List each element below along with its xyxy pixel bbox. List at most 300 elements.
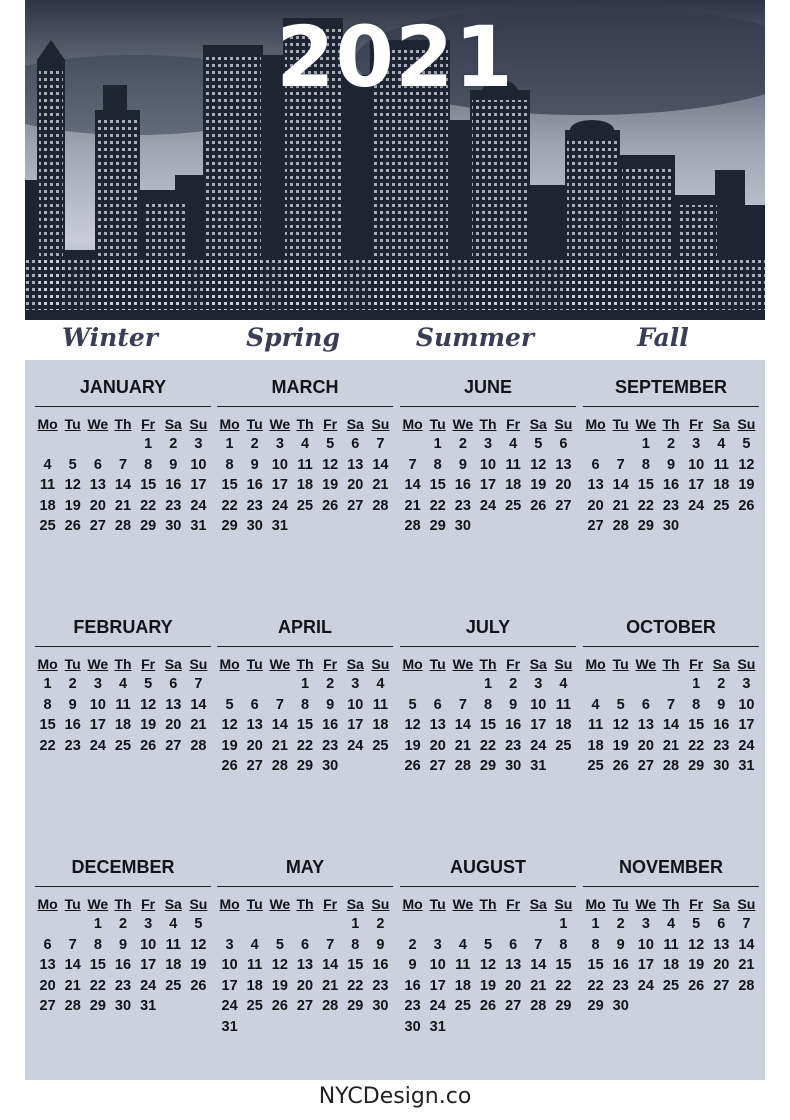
day-cell: 4	[509, 436, 518, 452]
day-cell: 19	[404, 737, 421, 754]
day-cell: 3	[483, 436, 493, 452]
day-cell: 6	[433, 696, 442, 713]
day-cell: 21	[404, 497, 421, 514]
day-cell: 8	[692, 696, 701, 713]
weekday-header: Su	[371, 896, 390, 912]
month-july	[400, 614, 576, 777]
day-cell: 1	[300, 676, 310, 692]
day-cell: 23	[404, 998, 421, 1014]
day-cell: 17	[190, 477, 207, 493]
day-cell: 31	[738, 758, 755, 774]
day-cell: 13	[165, 696, 182, 713]
day-cell: 19	[738, 477, 755, 493]
weekday-header: Th	[114, 416, 132, 432]
day-cell: 20	[429, 737, 446, 754]
day-cell: 21	[662, 737, 680, 754]
weekday-header: Th	[479, 896, 497, 912]
day-cell: 13	[296, 957, 314, 973]
day-cell: 27	[89, 518, 106, 534]
day-cell: 15	[587, 957, 604, 973]
day-cell: 11	[39, 477, 56, 493]
day-cell: 29	[688, 758, 705, 774]
day-cell: 1	[144, 436, 153, 452]
weekday-header: Su	[189, 896, 208, 912]
weekday-header: We	[87, 896, 109, 912]
weekday-header: Fr	[506, 416, 521, 432]
weekday-header: Su	[371, 656, 390, 672]
empty-day-cell	[318, 914, 343, 935]
day-cell: 10	[140, 936, 157, 953]
day-cell: 21	[530, 977, 547, 994]
day-cell: 1	[483, 676, 493, 692]
empty-day-cell	[217, 914, 242, 935]
month-divider	[400, 406, 576, 407]
empty-day-cell	[60, 914, 85, 935]
day-cell: 23	[372, 977, 389, 994]
day-cell: 30	[612, 998, 629, 1014]
day-cell: 31	[140, 998, 157, 1014]
day-cell: 3	[275, 436, 284, 452]
month-divider	[35, 646, 211, 647]
day-cell: 4	[250, 936, 259, 953]
month-divider	[217, 406, 393, 407]
weekday-header: Su	[371, 416, 390, 432]
month-june	[400, 374, 576, 537]
empty-day-cell	[35, 434, 60, 455]
month-name: FEBRUARY	[73, 617, 173, 637]
day-cell: 16	[165, 477, 182, 493]
weekday-header: Mo	[585, 896, 606, 912]
weekday-header: Su	[737, 656, 756, 672]
month-name: JANUARY	[79, 377, 167, 397]
day-cell: 9	[376, 936, 385, 953]
day-cell: 31	[530, 758, 547, 774]
day-cell: 12	[221, 717, 238, 733]
day-cell: 8	[93, 936, 102, 953]
month-name: JULY	[465, 617, 511, 637]
day-cell: 30	[165, 518, 182, 534]
day-cell: 30	[454, 518, 471, 534]
day-cell: 16	[713, 717, 730, 733]
day-cell: 4	[666, 916, 676, 932]
day-cell: 2	[717, 676, 726, 692]
month-divider	[217, 646, 393, 647]
day-cell: 26	[738, 497, 755, 514]
month-march	[217, 374, 393, 537]
day-cell: 22	[89, 977, 106, 994]
day-cell: 12	[530, 456, 547, 473]
weekday-header: Th	[479, 416, 497, 432]
day-cell: 21	[190, 717, 207, 733]
month-days-grid	[35, 895, 211, 1017]
empty-day-cell	[633, 674, 658, 695]
day-cell: 18	[505, 477, 522, 493]
empty-day-cell	[242, 914, 267, 935]
day-cell: 17	[530, 717, 547, 733]
day-cell: 4	[43, 456, 52, 473]
day-cell: 10	[429, 957, 446, 973]
weekday-header: Su	[554, 656, 573, 672]
month-days-grid	[35, 415, 211, 537]
day-cell: 13	[89, 477, 106, 493]
day-cell: 28	[190, 737, 207, 754]
weekday-header: Sa	[164, 656, 182, 672]
day-cell: 6	[509, 936, 518, 953]
day-cell: 19	[530, 477, 547, 493]
day-cell: 14	[372, 456, 389, 473]
weekday-header: We	[452, 416, 474, 432]
day-cell: 9	[509, 696, 518, 713]
weekday-header: Th	[296, 416, 314, 432]
day-cell: 20	[89, 497, 106, 514]
month-days-grid	[217, 655, 393, 777]
day-cell: 2	[666, 436, 676, 452]
month-days-grid	[35, 655, 211, 756]
month-days-grid	[583, 655, 759, 777]
day-cell: 7	[458, 696, 467, 713]
day-cell: 17	[688, 477, 705, 493]
day-cell: 19	[190, 957, 207, 973]
day-cell: 24	[530, 737, 547, 754]
day-cell: 20	[637, 737, 654, 754]
day-cell: 29	[296, 758, 314, 774]
empty-day-cell	[267, 914, 292, 935]
month-april	[217, 614, 393, 777]
day-cell: 15	[429, 477, 446, 493]
day-cell: 17	[738, 717, 755, 733]
weekday-header: Mo	[402, 656, 423, 672]
day-cell: 7	[118, 456, 128, 473]
month-divider	[400, 886, 576, 887]
weekday-header: Fr	[506, 656, 521, 672]
day-cell: 15	[479, 717, 497, 733]
empty-day-cell	[242, 674, 267, 695]
day-cell: 26	[140, 737, 157, 754]
day-cell: 8	[300, 696, 310, 713]
day-cell: 24	[738, 737, 755, 754]
day-cell: 13	[555, 456, 572, 473]
day-cell: 29	[429, 518, 446, 534]
day-cell: 23	[713, 737, 730, 754]
day-cell: 3	[433, 936, 442, 953]
day-cell: 11	[247, 957, 263, 973]
day-cell: 6	[559, 436, 568, 452]
season-winter: Winter	[62, 323, 158, 352]
day-cell: 26	[612, 758, 629, 774]
day-cell: 5	[616, 696, 625, 713]
day-cell: 27	[587, 518, 604, 534]
day-cell: 13	[429, 717, 446, 733]
day-cell: 21	[271, 737, 288, 754]
day-cell: 8	[641, 456, 650, 473]
day-cell: 4	[118, 676, 128, 692]
month-name: AUGUST	[450, 857, 526, 877]
day-cell: 7	[666, 696, 676, 713]
day-cell: 11	[297, 456, 313, 473]
weekday-header: Su	[189, 656, 208, 672]
month-days-grid	[400, 415, 576, 537]
day-cell: 20	[713, 957, 730, 973]
weekday-header: We	[635, 656, 657, 672]
empty-day-cell	[400, 434, 425, 455]
season-summer: Summer	[415, 323, 535, 352]
day-cell: 25	[246, 998, 263, 1014]
day-cell: 4	[376, 676, 385, 692]
month-name: JUNE	[463, 377, 512, 397]
weekday-header: Sa	[164, 416, 182, 432]
day-cell: 10	[479, 456, 497, 473]
month-name: APRIL	[278, 617, 332, 637]
weekday-header: Th	[662, 896, 680, 912]
weekday-header: Th	[296, 896, 314, 912]
day-cell: 28	[662, 758, 680, 774]
day-cell: 11	[663, 936, 679, 953]
day-cell: 6	[641, 696, 650, 713]
day-cell: 18	[39, 497, 56, 514]
day-cell: 13	[505, 957, 522, 973]
day-cell: 1	[351, 916, 360, 932]
day-cell: 14	[114, 477, 132, 493]
day-cell: 3	[194, 436, 203, 452]
day-cell: 3	[742, 676, 751, 692]
day-cell: 19	[271, 977, 288, 994]
day-cell: 14	[612, 477, 629, 493]
empty-day-cell	[450, 674, 475, 695]
day-cell: 22	[587, 977, 604, 994]
day-cell: 11	[587, 717, 604, 733]
day-cell: 2	[68, 676, 77, 692]
weekday-header: Sa	[712, 656, 730, 672]
day-cell: 22	[555, 977, 572, 994]
month-divider	[35, 406, 211, 407]
day-cell: 18	[713, 477, 730, 493]
weekday-header: Th	[479, 656, 497, 672]
weekday-header: Tu	[246, 656, 263, 672]
day-cell: 27	[296, 998, 314, 1014]
day-cell: 8	[591, 936, 600, 953]
day-cell: 30	[713, 758, 730, 774]
weekday-header: We	[452, 656, 474, 672]
day-cell: 5	[408, 696, 417, 713]
day-cell: 22	[637, 497, 654, 514]
day-cell: 10	[190, 456, 207, 473]
seasons-row	[25, 320, 765, 360]
day-cell: 18	[454, 977, 471, 994]
month-name: MAY	[285, 857, 325, 877]
day-cell: 25	[505, 497, 522, 514]
day-cell: 24	[688, 497, 705, 514]
day-cell: 10	[221, 957, 238, 973]
day-cell: 28	[114, 518, 132, 534]
weekday-header: Mo	[219, 416, 240, 432]
weekday-header: We	[87, 656, 109, 672]
weekday-header: Tu	[612, 416, 629, 432]
empty-day-cell	[60, 434, 85, 455]
day-cell: 26	[404, 758, 421, 774]
day-cell: 29	[637, 518, 654, 534]
empty-day-cell	[110, 434, 135, 455]
day-cell: 28	[738, 977, 755, 994]
day-cell: 26	[64, 518, 81, 534]
month-divider	[217, 886, 393, 887]
day-cell: 6	[169, 676, 178, 692]
day-cell: 24	[221, 998, 238, 1014]
day-cell: 15	[637, 477, 654, 493]
day-cell: 20	[587, 497, 604, 514]
day-cell: 11	[165, 936, 181, 953]
footer-site-name: NYCDesign.co	[318, 1084, 472, 1109]
day-cell: 26	[688, 977, 705, 994]
day-cell: 18	[165, 957, 182, 973]
day-cell: 11	[115, 696, 131, 713]
day-cell: 25	[39, 518, 56, 534]
day-cell: 29	[221, 518, 238, 534]
empty-day-cell	[583, 674, 608, 695]
day-cell: 28	[612, 518, 629, 534]
day-cell: 5	[692, 916, 701, 932]
weekday-header: Fr	[323, 656, 338, 672]
day-cell: 10	[347, 696, 364, 713]
day-cell: 10	[271, 456, 288, 473]
weekday-header: We	[635, 896, 657, 912]
weekday-header: Tu	[64, 416, 81, 432]
day-cell: 7	[742, 916, 751, 932]
day-cell: 26	[221, 758, 238, 774]
weekday-header: Tu	[246, 416, 263, 432]
day-cell: 14	[271, 717, 288, 733]
day-cell: 12	[190, 936, 207, 953]
day-cell: 22	[347, 977, 364, 994]
empty-day-cell	[400, 674, 425, 695]
day-cell: 24	[190, 497, 207, 514]
day-cell: 16	[662, 477, 680, 493]
day-cell: 12	[688, 936, 705, 953]
day-cell: 19	[688, 957, 705, 973]
season-spring: Spring	[246, 323, 340, 352]
day-cell: 14	[662, 717, 680, 733]
empty-day-cell	[425, 914, 450, 935]
month-name: NOVEMBER	[618, 857, 723, 877]
day-cell: 22	[39, 737, 56, 754]
day-cell: 16	[64, 717, 81, 733]
day-cell: 16	[454, 477, 471, 493]
weekday-header: Mo	[37, 896, 58, 912]
day-cell: 21	[454, 737, 471, 754]
day-cell: 1	[225, 436, 234, 452]
day-cell: 29	[89, 998, 106, 1014]
month-days-grid	[400, 655, 576, 777]
day-cell: 27	[429, 758, 446, 774]
day-cell: 4	[717, 436, 726, 452]
day-cell: 24	[89, 737, 106, 754]
month-january	[35, 374, 211, 537]
weekday-header: We	[635, 416, 657, 432]
day-cell: 9	[408, 957, 417, 973]
weekday-header: Fr	[323, 416, 338, 432]
day-cell: 22	[296, 737, 314, 754]
day-cell: 8	[351, 936, 360, 953]
day-cell: 7	[616, 456, 625, 473]
day-cell: 23	[612, 977, 629, 994]
day-cell: 11	[713, 456, 729, 473]
day-cell: 4	[169, 916, 178, 932]
empty-day-cell	[85, 434, 110, 455]
day-cell: 26	[271, 998, 288, 1014]
day-cell: 30	[372, 998, 389, 1014]
calendar-panel	[25, 360, 765, 1080]
day-cell: 21	[64, 977, 81, 994]
day-cell: 12	[738, 456, 755, 473]
day-cell: 28	[404, 518, 421, 534]
weekday-header: Su	[737, 416, 756, 432]
weekday-header: Mo	[219, 656, 240, 672]
day-cell: 11	[505, 456, 521, 473]
day-cell: 7	[194, 676, 203, 692]
day-cell: 12	[404, 717, 421, 733]
day-cell: 9	[666, 456, 676, 473]
day-cell: 8	[43, 696, 52, 713]
day-cell: 22	[429, 497, 446, 514]
day-cell: 2	[509, 676, 518, 692]
empty-day-cell	[608, 674, 633, 695]
weekday-header: Fr	[689, 656, 704, 672]
day-cell: 14	[738, 936, 755, 953]
weekday-header: We	[87, 416, 109, 432]
day-cell: 14	[404, 477, 421, 493]
day-cell: 8	[433, 456, 442, 473]
day-cell: 17	[637, 957, 654, 973]
day-cell: 16	[372, 957, 389, 973]
day-cell: 10	[637, 936, 654, 953]
day-cell: 25	[587, 758, 604, 774]
day-cell: 16	[404, 977, 421, 994]
weekday-header: Fr	[141, 896, 156, 912]
day-cell: 17	[429, 977, 446, 994]
day-cell: 10	[688, 456, 705, 473]
day-cell: 17	[221, 977, 238, 994]
day-cell: 18	[372, 717, 389, 733]
day-cell: 15	[347, 957, 364, 973]
day-cell: 3	[692, 436, 701, 452]
day-cell: 26	[190, 977, 207, 994]
empty-day-cell	[608, 434, 633, 455]
empty-day-cell	[292, 914, 317, 935]
day-cell: 15	[221, 477, 238, 493]
day-cell: 5	[194, 916, 203, 932]
day-cell: 29	[347, 998, 364, 1014]
day-cell: 17	[140, 957, 157, 973]
day-cell: 14	[322, 957, 339, 973]
month-february	[35, 614, 211, 756]
day-cell: 5	[326, 436, 335, 452]
month-divider	[583, 406, 759, 407]
day-cell: 20	[246, 737, 263, 754]
day-cell: 13	[637, 717, 654, 733]
weekday-header: Sa	[529, 656, 547, 672]
day-cell: 5	[742, 436, 751, 452]
day-cell: 23	[64, 737, 81, 754]
day-cell: 5	[225, 696, 234, 713]
day-cell: 1	[93, 916, 102, 932]
empty-day-cell	[450, 914, 475, 935]
day-cell: 5	[534, 436, 543, 452]
day-cell: 28	[64, 998, 81, 1014]
month-days-grid	[583, 415, 759, 537]
day-cell: 26	[530, 497, 547, 514]
day-cell: 30	[404, 1018, 421, 1035]
day-cell: 19	[64, 497, 81, 514]
weekday-header: Mo	[585, 656, 606, 672]
